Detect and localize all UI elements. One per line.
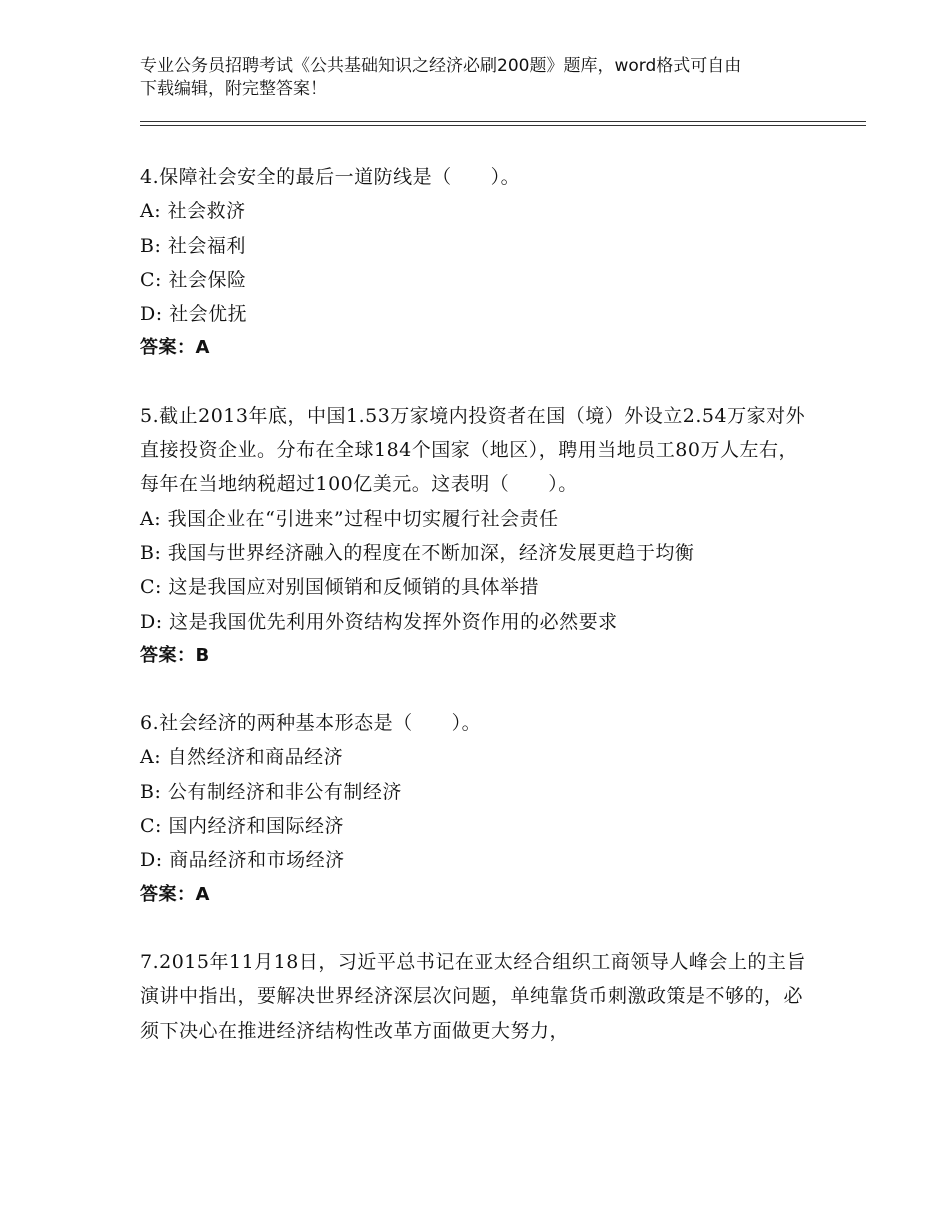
answer-label: 答案： bbox=[140, 644, 196, 666]
answer-line bbox=[140, 878, 810, 912]
option-d: D: 社会优抚 bbox=[140, 303, 248, 326]
question-5 bbox=[140, 399, 810, 673]
option-a: A: 自然经济和商品经济 bbox=[140, 746, 344, 769]
option-a: A: 我国企业在“引进来”过程中切实履行社会责任 bbox=[140, 507, 559, 530]
question-stem: 4.保障社会安全的最后一道防线是（ ）。 bbox=[140, 166, 521, 188]
answer-line bbox=[140, 639, 810, 673]
option-d: D: 商品经济和市场经济 bbox=[140, 849, 345, 872]
answer-value: B bbox=[195, 644, 210, 666]
option-b: B: 社会福利 bbox=[140, 234, 246, 257]
option-a: A: 社会救济 bbox=[140, 200, 246, 223]
option-b: B: 公有制经济和非公有制经济 bbox=[140, 780, 402, 803]
header-line-1: 专业公务员招聘考试《公共基础知识之经济必刷200题》题库，word格式可自由 bbox=[140, 56, 742, 76]
question-6 bbox=[140, 706, 810, 912]
answer-value: A bbox=[195, 337, 210, 359]
option-c: C: 社会保险 bbox=[140, 268, 247, 291]
question-list bbox=[140, 160, 810, 1048]
header-rule-bottom bbox=[140, 125, 866, 126]
header-line-2: 下载编辑，附完整答案！ bbox=[140, 79, 327, 99]
option-b: B: 我国与世界经济融入的程度在不断加深，经济发展更趋于均衡 bbox=[140, 541, 695, 564]
page-header bbox=[140, 55, 820, 101]
question-stem: 6.社会经济的两种基本形态是（ ）。 bbox=[140, 712, 482, 735]
answer-value: A bbox=[195, 883, 210, 905]
header-rule-top bbox=[140, 121, 866, 122]
option-c: C: 国内经济和国际经济 bbox=[140, 815, 344, 838]
option-d: D: 这是我国优先利用外资结构发挥外资作用的必然要求 bbox=[140, 610, 618, 633]
question-stem: 5.截止2013年底，中国1.53万家境内投资者在国（境）外设立2.54万家对外直接投资企业。分布在全球184个国家（地区），聘用当地员工80万人左右，每年在当地纳税超过100亿美元。这表明（ ）。 bbox=[140, 404, 806, 496]
answer-label: 答案： bbox=[140, 337, 196, 359]
answer-line bbox=[140, 331, 810, 365]
option-c: C: 这是我国应对别国倾销和反倾销的具体举措 bbox=[140, 576, 539, 599]
question-stem: 7.2015年11月18日，习近平总书记在亚太经合组织工商领导人峰会上的主旨演讲中指出，要解决世界经济深层次问题，单纯靠货币刺激政策是不够的，必须下决心在推进经济结构性改革方面做更大努力， bbox=[140, 950, 806, 1042]
question-7 bbox=[140, 945, 810, 1048]
question-4 bbox=[140, 160, 810, 366]
answer-label: 答案： bbox=[140, 883, 196, 905]
